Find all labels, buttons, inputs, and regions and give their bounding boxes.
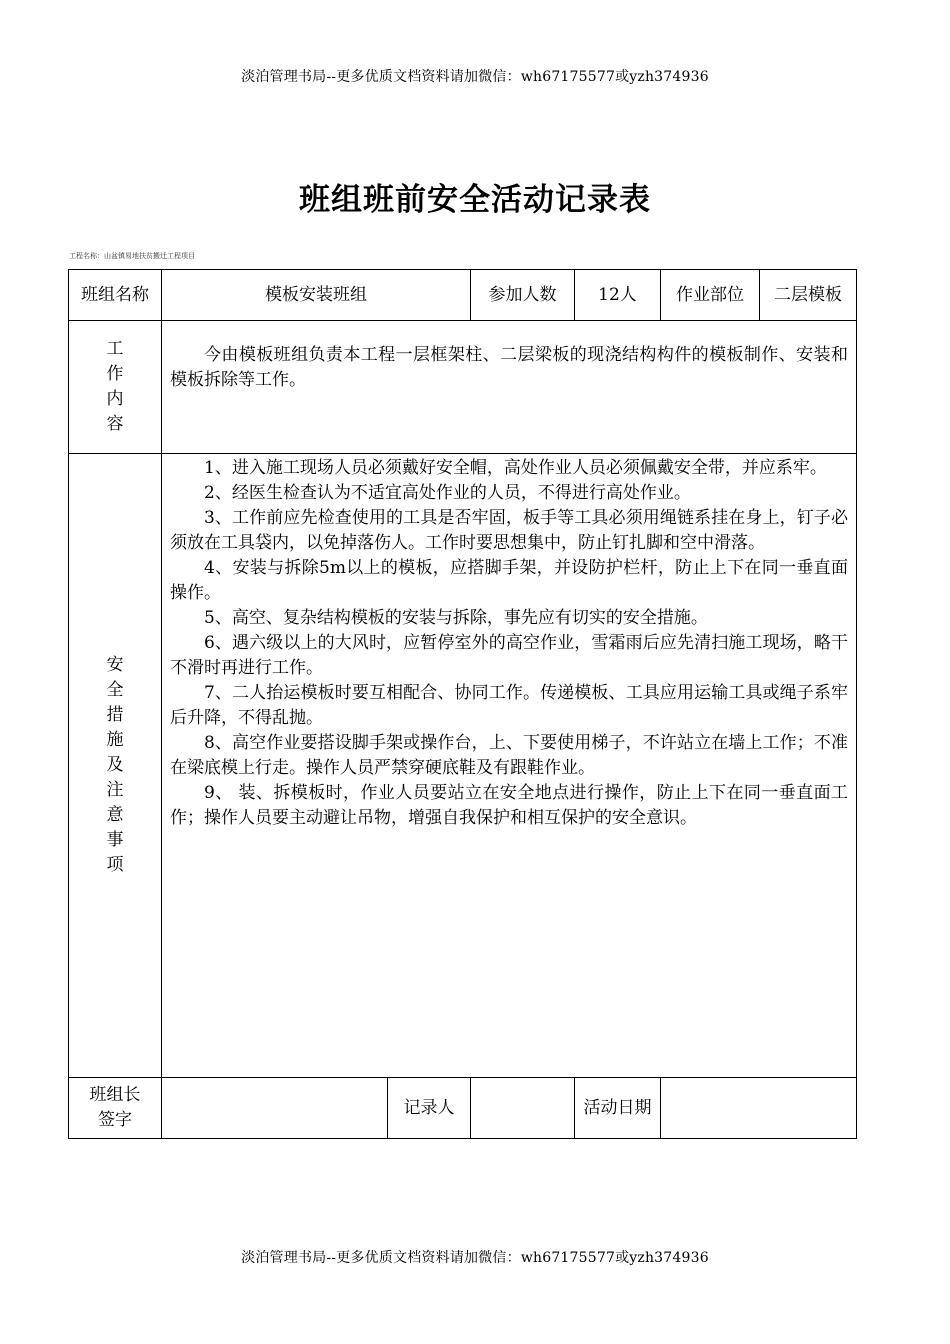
safety-label-char: 及 bbox=[106, 755, 124, 775]
leader-signature-field[interactable] bbox=[162, 1078, 388, 1139]
participants-value: 12人 bbox=[575, 270, 661, 321]
footer-note: 淡泊管理书局--更多优质文档资料请加微信：wh67175577或yzh374936 bbox=[241, 1250, 709, 1266]
safety-record-table bbox=[68, 269, 857, 1139]
work-location-value: 二层模板 bbox=[760, 270, 857, 321]
safety-item: 6、遇六级以上的大风时，应暂停室外的高空作业，雪霜雨后应先清扫施工现场，略干不滑时再进行工作。 bbox=[170, 633, 848, 678]
safety-item: 4、安装与拆除5m以上的模板，应搭脚手架，并设防护栏杆，防止上下在同一垂直面操作。 bbox=[170, 558, 848, 603]
safety-label-char: 措 bbox=[106, 705, 124, 725]
recorder-field[interactable] bbox=[471, 1078, 575, 1139]
team-name-label: 班组名称 bbox=[69, 270, 162, 321]
safety-label-char: 注 bbox=[106, 780, 124, 800]
safety-item: 5、高空、复杂结构模板的安装与拆除，事先应有切实的安全措施。 bbox=[204, 608, 708, 628]
safety-item: 8、高空作业要搭设脚手架或操作台，上、下要使用梯子，不许站立在墙上工作；不准在梁底模上行走。操作人员严禁穿硬底鞋及有跟鞋作业。 bbox=[170, 733, 848, 778]
safety-measures-row bbox=[69, 454, 857, 1078]
leader-signature-label-line1: 班组长 bbox=[89, 1085, 141, 1105]
page-title: 班组班前安全活动记录表 bbox=[299, 182, 651, 218]
work-content-row bbox=[69, 321, 857, 454]
safety-label-char: 意 bbox=[106, 805, 124, 825]
safety-item: 7、二人抬运模板时要互相配合、协同工作。传递模板、工具应用运输工具或绳子系牢后升降，不得乱抛。 bbox=[170, 683, 848, 728]
activity-date-field[interactable] bbox=[661, 1078, 857, 1139]
participants-label: 参加人数 bbox=[471, 270, 575, 321]
safety-label-char: 项 bbox=[106, 855, 124, 875]
safety-item: 1、进入施工现场人员必须戴好安全帽，高处作业人员必须佩戴安全带，并应系牢。 bbox=[204, 458, 827, 478]
header-note: 淡泊管理书局--更多优质文档资料请加微信：wh67175577或yzh374936 bbox=[241, 69, 709, 85]
work-content-text: 今由模板班组负责本工程一层框架柱、二层梁板的现浇结构构件的模板制作、安装和模板拆除等工作。 bbox=[170, 345, 848, 390]
safety-label-char: 全 bbox=[106, 680, 124, 700]
work-label-char: 内 bbox=[106, 389, 124, 409]
safety-label-char: 施 bbox=[106, 730, 124, 750]
activity-date-label: 活动日期 bbox=[575, 1078, 661, 1139]
project-name: 工程名称：山盆镇易地扶贫搬迁工程项目 bbox=[69, 252, 195, 260]
work-label-char: 工 bbox=[106, 339, 124, 359]
work-location-label: 作业部位 bbox=[661, 270, 760, 321]
team-info-row bbox=[69, 270, 857, 321]
leader-signature-label bbox=[69, 1078, 162, 1139]
safety-item: 3、工作前应先检查使用的工具是否牢固，板手等工具必须用绳链系挂在身上，钉子必须放在工具袋内，以免掉落伤人。工作时要思想集中，防止钉扎脚和空中滑落。 bbox=[170, 508, 848, 553]
safety-measures-label bbox=[69, 454, 162, 1078]
safety-item: 2、经医生检查认为不适宜高处作业的人员，不得进行高处作业。 bbox=[204, 483, 691, 503]
leader-signature-label-line2: 签字 bbox=[98, 1110, 132, 1130]
safety-label-char: 事 bbox=[106, 830, 124, 850]
work-content-label bbox=[69, 321, 162, 454]
safety-item: 9、 装、拆模板时，作业人员要站立在安全地点进行操作，防止上下在同一垂直面工作；操作人员要主动避让吊物，增强自我保护和相互保护的安全意识。 bbox=[170, 783, 848, 828]
team-name-value: 模板安装班组 bbox=[162, 270, 471, 321]
work-content-cell bbox=[162, 321, 857, 454]
safety-label-char: 安 bbox=[106, 655, 124, 675]
safety-measures-cell bbox=[162, 454, 857, 1078]
signature-row bbox=[69, 1078, 857, 1139]
recorder-label: 记录人 bbox=[388, 1078, 471, 1139]
work-label-char: 作 bbox=[106, 364, 124, 384]
work-label-char: 容 bbox=[106, 414, 124, 434]
